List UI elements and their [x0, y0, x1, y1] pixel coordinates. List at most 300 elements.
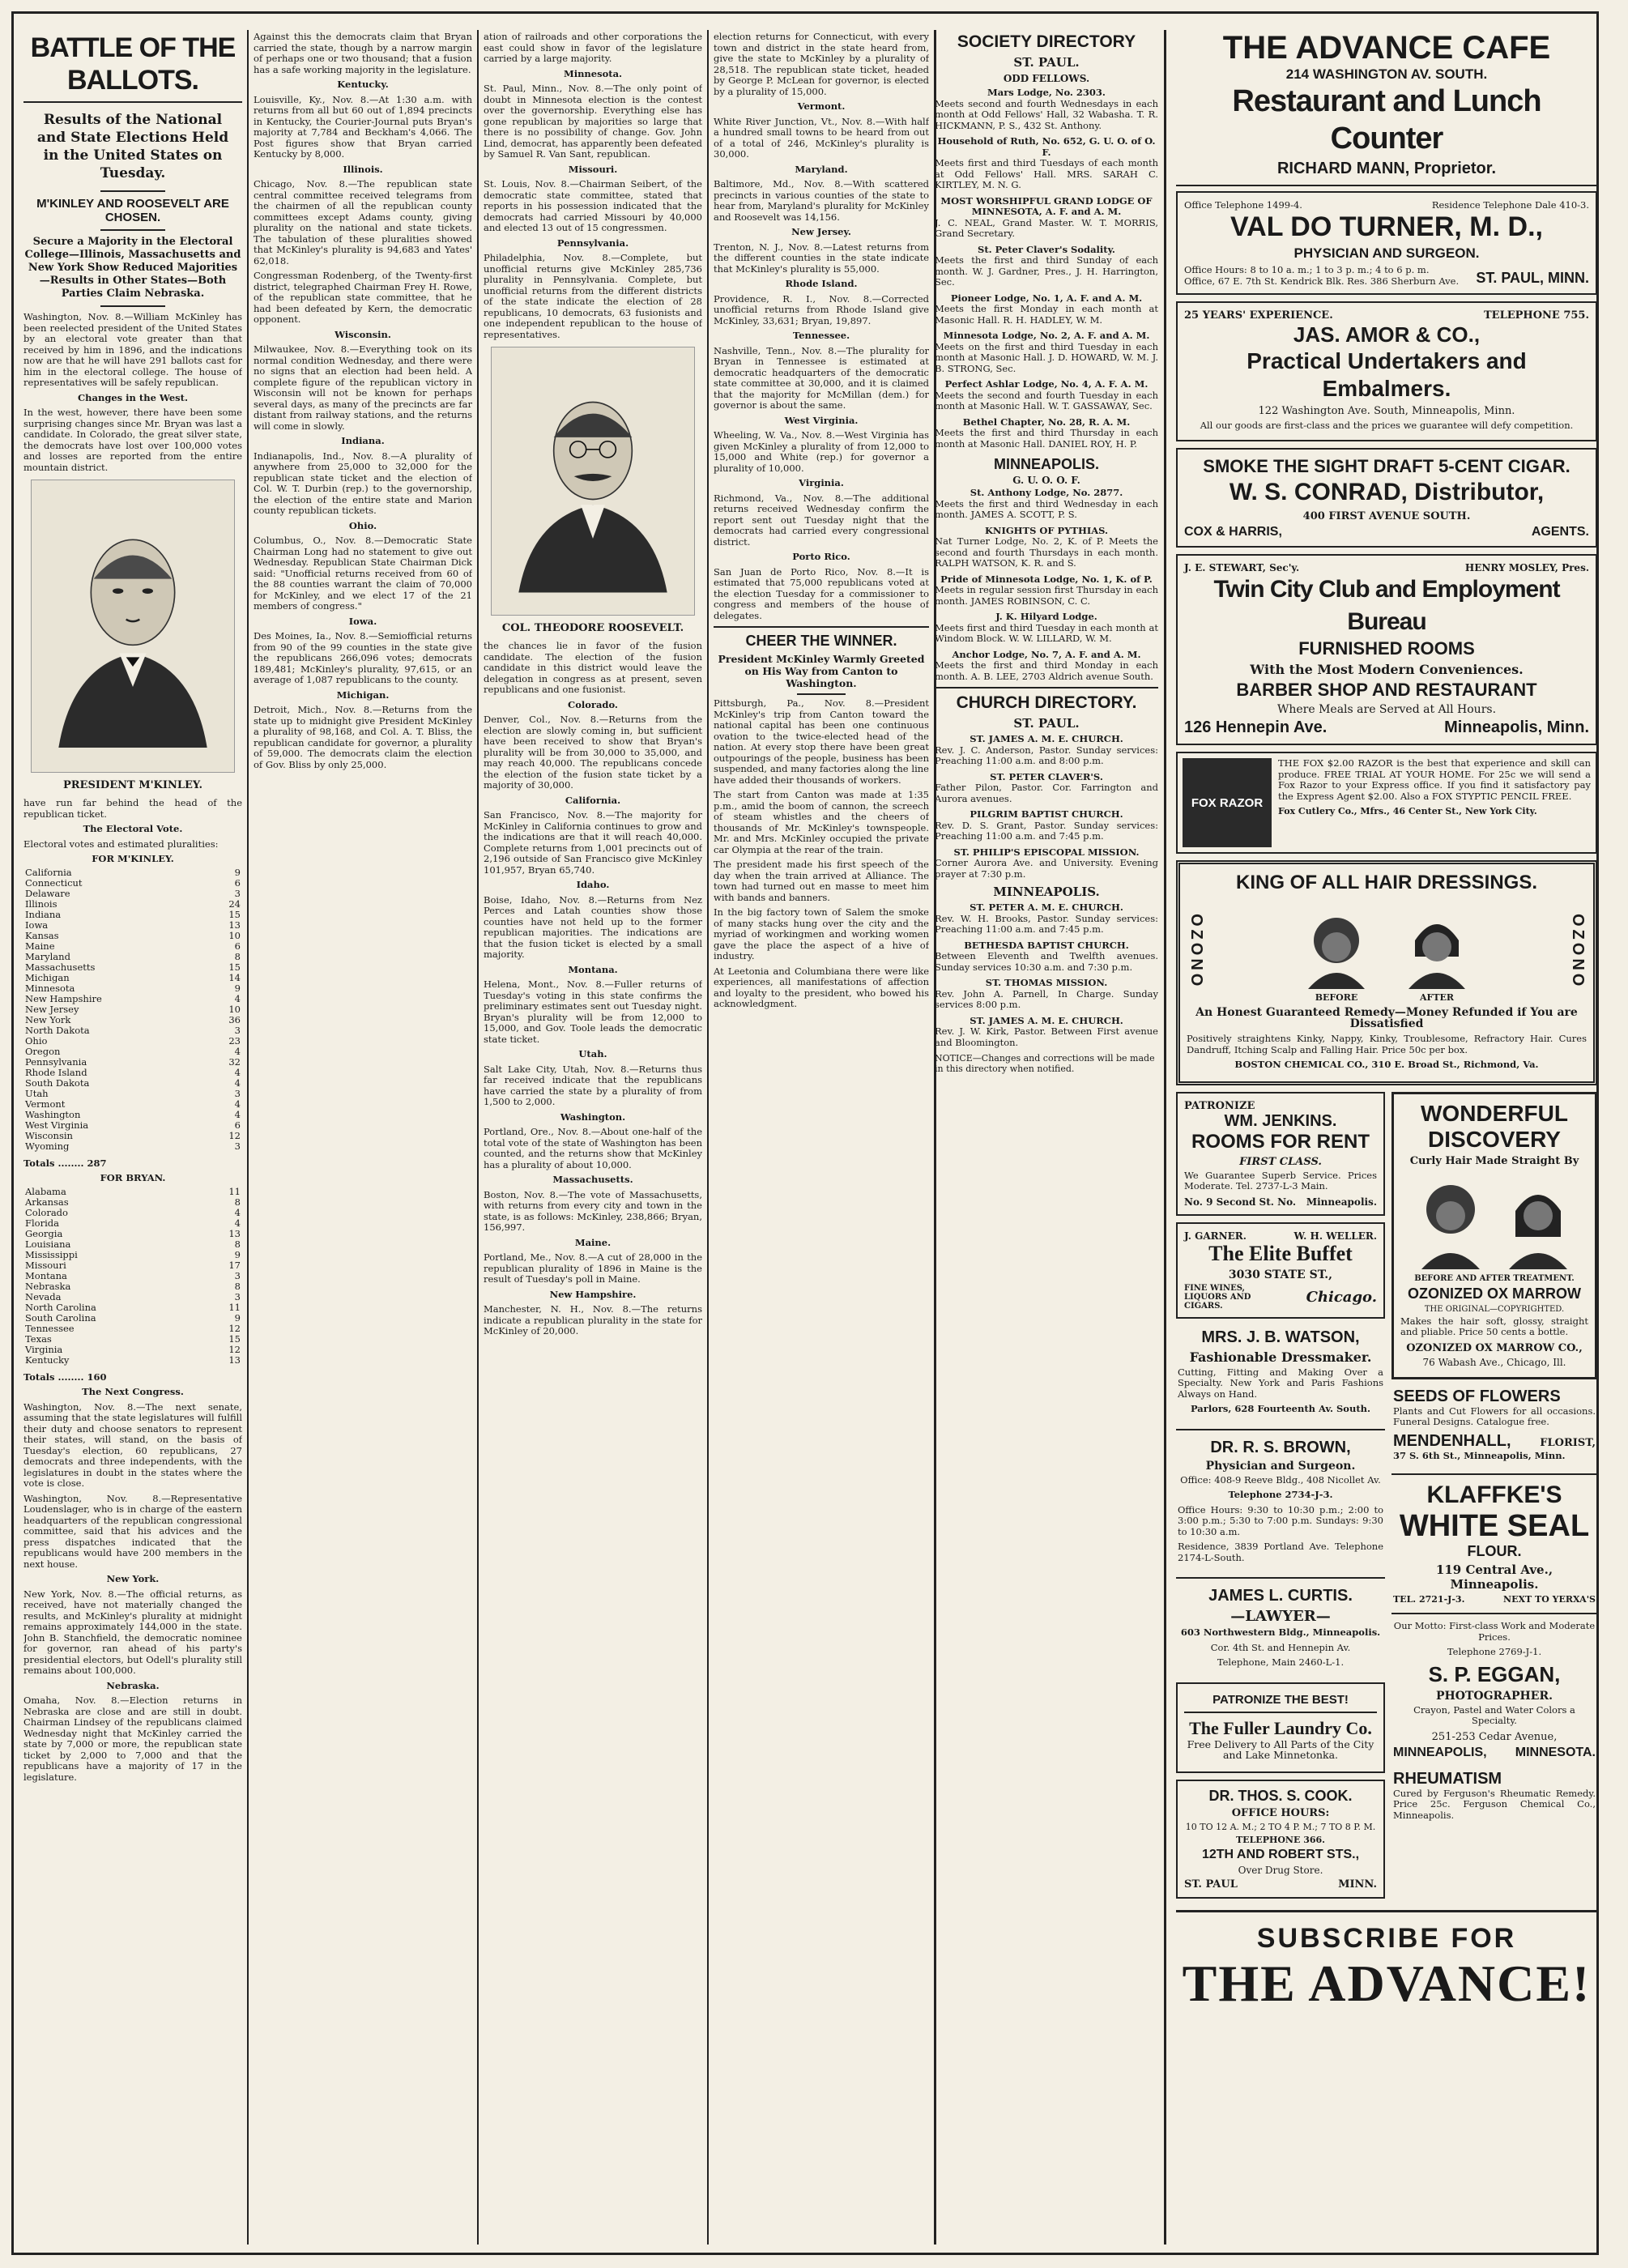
state-name: Kentucky — [25, 1354, 70, 1366]
lodge-name: J. K. Hilyard Lodge. — [995, 611, 1097, 622]
ad-office: Office: 408-9 Reeve Bldg., 408 Nicollet Av. — [1180, 1473, 1381, 1486]
lodge-entry — [935, 245, 1158, 288]
state-name: Oregon — [25, 1045, 61, 1057]
electoral-votes: 4 — [234, 1098, 241, 1110]
electoral-votes: 11 — [228, 1185, 241, 1197]
article-paragraph: St. Louis, Nov. 8.—Chairman Seibert, of the democratic state committee, stated that reports in his possession indicated that the democrats had carried Missouri by 40,000 and elected 13 out of 15 congressmen. — [484, 178, 702, 233]
before-portrait-icon — [1292, 900, 1381, 989]
electoral-votes: 3 — [234, 1024, 241, 1036]
section-heading: Maryland. — [795, 163, 848, 175]
ad-tagline: An Honest Guaranteed Remedy—Money Refunded if You are Dissatisfied — [1195, 1006, 1578, 1030]
electoral-votes: 9 — [234, 1311, 241, 1324]
table-row — [23, 1292, 242, 1302]
section-heading: Indiana. — [341, 435, 385, 446]
ad-headline: SEEDS OF FLOWERS — [1393, 1387, 1561, 1405]
table-row — [23, 1250, 242, 1260]
church-text: Rev. John A. Parnell, In Charge. Sunday services 8:00 p.m. — [935, 987, 1158, 1010]
table-row — [23, 952, 242, 962]
electoral-votes: 6 — [234, 876, 241, 889]
lodge-name: Anchor Lodge, No. 7, A. F. and A. M. — [952, 648, 1141, 660]
ad-headline: ROOMS FOR RENT — [1191, 1130, 1370, 1153]
table-row — [23, 931, 242, 941]
article-paragraph: Denver, Col., Nov. 8.—Returns from the election are slowly coming in, but sufficient have been received to show that Bryan's plurality will be from 30,000 to 35,000, and may reach 40,000. The republicans concede the election of the fusion state ticket by a majority of 30,000. — [484, 714, 702, 791]
article-paragraph: Washington, Nov. 8.—Representative Loudenslager, who is in charge of the eastern headquarters of the republican congressional committee, said that his advices and the press dispatches indicated that the republicans would have 200 members in the next house. — [23, 1492, 242, 1570]
article-paragraph: Detroit, Mich., Nov. 8.—Returns from the state up to midnight give President McKinley a plurality of 98,168, and Col. A. T. Bliss, the republican candidate for governor, a plurality of 59,000. The democrats claim the election of Gov. Bliss by only 25,000. — [254, 704, 472, 770]
table-row — [23, 1099, 242, 1110]
lodge-entry — [935, 488, 1158, 521]
directory-section: ODD FELLOWS. — [1003, 73, 1090, 84]
church-name: PILGRIM BAPTIST CHURCH. — [970, 808, 1123, 820]
ad-address: No. 9 Second St. No. — [1184, 1196, 1297, 1208]
divider — [1176, 185, 1597, 186]
portrait-before — [1292, 900, 1381, 1003]
ad-role: PHOTOGRAPHER. — [1436, 1689, 1553, 1703]
table-row — [23, 1047, 242, 1057]
church-name: ST. PETER A. M. E. CHURCH. — [970, 902, 1123, 913]
ad-text: We Guarantee Superb Service. Prices Moderate. Tel. 2737-L-3 Main. — [1184, 1169, 1377, 1192]
ad-mendenhall — [1391, 1386, 1597, 1468]
ad-headline: KING OF ALL HAIR DRESSINGS. — [1235, 872, 1538, 893]
church-name: ST. THOMAS MISSION. — [985, 977, 1108, 988]
electoral-votes: 12 — [228, 1129, 241, 1141]
directory-city: MINNEAPOLIS. — [993, 456, 1099, 472]
electoral-votes: 8 — [234, 1280, 241, 1292]
section-heading: Illinois. — [343, 163, 383, 175]
church-name: ST. JAMES A. M. E. CHURCH. — [970, 1014, 1123, 1026]
ad-phone: TEL. 2721-J-3. — [1393, 1594, 1465, 1605]
ad-dr-cook — [1176, 1780, 1385, 1899]
ad-address: Fox Cutlery Co., Mfrs., 46 Center St., New York City. — [1278, 806, 1537, 816]
label-after: AFTER — [1419, 992, 1455, 1003]
article-paragraph: Richmond, Va., Nov. 8.—The additional returns received Wednesday confirm the report sent out Tuesday night that the democrats had carried every congressional district. — [714, 492, 929, 548]
ad-city: ST. PAUL — [1184, 1878, 1238, 1891]
church-text: Rev. J. W. Kirk, Pastor. Between First avenue and Bloomington. — [935, 1025, 1158, 1048]
ad-proprietor: RICHARD MANN, Proprietor. — [1276, 160, 1496, 177]
lodge-text: Meets the first Monday in each month at Masonic Hall. R. H. HADLEY, W. M. — [935, 303, 1158, 326]
state-name: Nevada — [25, 1290, 62, 1302]
ad-address: 76 Wabash Ave., Chicago, Ill. — [1422, 1356, 1566, 1368]
table-row — [23, 962, 242, 973]
lodge-name: Household of Ruth, No. 652, G. U. O. of O. F. — [937, 135, 1156, 158]
electoral-votes: 8 — [234, 1196, 241, 1208]
section-heading: Changes in the West. — [78, 391, 188, 403]
table-row — [23, 1025, 242, 1036]
state-name: Louisiana — [25, 1238, 71, 1250]
article-paragraph: Chicago, Nov. 8.—The republican state central committee received telegrams from the chairmen of all the republican county committees except Adams county, giving plurality on the national and state tickets. The tabulation of these pluralities showed that McKinley's plurality is 94,683 and Yates' 62,018. — [254, 178, 472, 266]
table-row — [23, 1015, 242, 1025]
ads-split — [1176, 1092, 1597, 1905]
ad-residence: Residence, 3839 Portland Ave. Telephone 2174-L-South. — [1178, 1541, 1383, 1563]
ad-patronize: PATRONIZE THE BEST! — [1212, 1692, 1349, 1707]
article-paragraph: Helena, Mont., Nov. 8.—Fuller returns of Tuesday's voting in this state confirms the preliminary estimates sent out Tuesday night. Bryan's plurality will be from 12,000 to 15,000, and Gov. Toole leads the democratic state ticket. — [484, 978, 702, 1045]
divider — [100, 229, 165, 231]
ad-hours: Office Hours: 8 to 10 a. m.; 1 to 3 p. m.; 4 to 6 p. m. — [1184, 264, 1430, 275]
article-paragraph: Against this the democrats claim that Bryan carried the state, though by a narrow margin of perhaps one or two thousand; that a fusion has a safe working majority in the legislature. — [254, 32, 472, 75]
table-row — [23, 1131, 242, 1141]
razor-illustration — [1183, 758, 1272, 847]
headline-deck-3: Secure a Majority in the Electoral College—Illinois, Massachusetts and New York Show Reduced Majorities—Results in Other States—Both Parties Claim Nebraska. — [24, 236, 241, 300]
church-directory-title: CHURCH DIRECTORY. — [956, 693, 1137, 712]
electoral-votes: 4 — [234, 1108, 241, 1120]
lodge-entry — [935, 417, 1158, 450]
table-row — [23, 1089, 242, 1099]
ad-phone: Telephone, Main 2460-L-1. — [1217, 1656, 1345, 1668]
lodge-name: Pioneer Lodge, No. 1, A. F. and A. M. — [950, 292, 1143, 304]
ad-row — [1184, 199, 1589, 211]
society-church-directory — [935, 29, 1158, 1074]
ad-fuller-laundry — [1176, 1682, 1385, 1773]
table-row — [23, 1271, 242, 1281]
table-row — [23, 1281, 242, 1292]
ad-name: JAMES L. CURTIS. — [1208, 1587, 1353, 1605]
article-paragraph: Columbus, O., Nov. 8.—Democratic State Chairman Long had no statement to give out Wednesday. Republican State Chairman Dick said: "Unofficial returns received from 60 of the 88 counties warrant the claim of 70,000 for McKinley, and we elect 17 of the 21 members of congress." — [254, 535, 472, 612]
ad-address: 603 Northwestern Bldg., Minneapolis. — [1180, 1626, 1381, 1638]
portrait-after — [1392, 900, 1481, 1003]
table-row — [23, 1068, 242, 1078]
divider — [1391, 1473, 1597, 1475]
lodge-text: J. C. NEAL, Grand Master. W. T. MORRIS, Grand Secretary. — [935, 216, 1158, 239]
section-heading: California. — [565, 794, 621, 806]
state-name: Pennsylvania — [25, 1055, 87, 1068]
section-heading: Rhode Island. — [785, 278, 858, 289]
article-paragraph: New York, Nov. 8.—The official returns, as received, have not materially changed the results, and McKinley's plurality at midnight remains approximately 144,000 in the state. John B. Stanchfield, the democratic nominee for governor, ran ahead of his party's presidential electors, but Odell's plurality still remains about 100,000. — [23, 1588, 242, 1676]
electoral-votes: 15 — [228, 961, 241, 973]
section-heading: Washington. — [560, 1111, 626, 1123]
table-heading: FOR BRYAN. — [100, 1172, 166, 1183]
state-name: Indiana — [25, 908, 62, 920]
state-name: Connecticut — [25, 876, 83, 889]
article-paragraph: Milwaukee, Nov. 8.—Everything took on its normal condition Wednesday, and there were no signs that an election had been held. A complete figure of the republican victory in Wisconsin will not be known for perhaps several days, as many of the precincts are far distant from railway stations, and the returns will come in slowly. — [254, 343, 472, 432]
bryan-electoral-table — [23, 1187, 242, 1366]
ad-doctor-turner — [1176, 191, 1597, 295]
table-row — [23, 1302, 242, 1313]
article-paragraph: Boston, Nov. 8.—The vote of Massachusetts, with returns from every city and town in the state, is as follows: McKinley, 238,866; Bryan, 156,997. — [484, 1188, 702, 1233]
ad-row — [1393, 1432, 1596, 1451]
electoral-votes: 23 — [228, 1034, 241, 1047]
ads-right-column — [1391, 1092, 1597, 1905]
electoral-votes: 4 — [234, 1076, 241, 1089]
ad-city: Chicago. — [1306, 1288, 1377, 1306]
state-name: North Dakota — [25, 1024, 90, 1036]
table-row — [23, 1187, 242, 1197]
ad-owner: W. H. WELLER. — [1293, 1230, 1377, 1242]
ad-phone: Telephone 2769-J-1. — [1447, 1646, 1542, 1657]
ad-undertakers — [1176, 301, 1597, 441]
lodge-text: Meets the first and third Wednesday in each month. JAMES A. SCOTT, P. S. — [935, 497, 1158, 520]
table-row — [23, 1229, 242, 1239]
ad-hours: 10 TO 12 A. M.; 2 TO 4 P. M.; 7 TO 8 P. M. — [1185, 1821, 1376, 1832]
article-paragraph: Manchester, N. H., Nov. 8.—The returns indicate a republican plurality in the state for McKinley of 20,000. — [484, 1303, 702, 1336]
church-text: Rev. W. H. Brooks, Pastor. Sunday services: Preaching 11:00 a.m. and 7:45 p.m. — [935, 912, 1158, 935]
ad-caption: BEFORE AND AFTER TREATMENT. — [1414, 1273, 1575, 1283]
label-before: BEFORE — [1315, 992, 1358, 1003]
electoral-votes: 24 — [228, 897, 241, 910]
state-name: Minnesota — [25, 982, 75, 994]
section-heading: Tennessee. — [792, 330, 850, 341]
state-name: New York — [25, 1013, 71, 1025]
roosevelt-portrait-illustration — [492, 347, 694, 615]
electoral-votes: 6 — [234, 1119, 241, 1131]
electoral-votes: 14 — [228, 971, 241, 983]
state-name: New Jersey — [25, 1003, 79, 1015]
column-rule — [477, 30, 479, 2245]
table-row — [23, 1197, 242, 1208]
ad-office: Office, 67 E. 7th St. Kendrick Blk. Res. 386 Sherburn Ave. — [1184, 275, 1460, 287]
ad-state: MINNESOTA. — [1515, 1745, 1596, 1759]
mckinley-portrait — [31, 480, 235, 773]
electoral-votes: 11 — [228, 1301, 241, 1313]
ozono-portraits — [1292, 900, 1481, 1003]
article-paragraph: Pittsburgh, Pa., Nov. 8.—President McKinley's trip from Canton toward the national capital has been one continuous ovation to the twice-elected head of the nation. At every stop there have been great outpourings of the people, business has been suspended, and many factories along the line have added their thousands of workers. — [714, 697, 929, 786]
table-row — [23, 1324, 242, 1334]
portrait-caption: COL. THEODORE ROOSEVELT. — [501, 622, 684, 634]
divider — [1176, 1577, 1385, 1579]
ad-city: Minneapolis. — [1306, 1196, 1377, 1208]
directory-section: G. U. O. O. F. — [1012, 475, 1080, 486]
lodge-entry — [935, 330, 1158, 374]
ad-cigar — [1176, 448, 1597, 548]
article-paragraph: San Juan de Porto Rico, Nov. 8.—It is estimated that 75,000 republicans voted at the election Tuesday for a commissioner to congress and members of the house of delegates. — [714, 565, 929, 621]
ad-phone: Residence Telephone Dale 410-3. — [1431, 199, 1589, 211]
state-name: Virginia — [25, 1343, 63, 1355]
table-row — [23, 899, 242, 910]
electoral-votes: 12 — [228, 1322, 241, 1334]
ad-row — [1184, 1878, 1377, 1891]
ad-row — [1184, 562, 1589, 573]
electoral-votes: 3 — [234, 1087, 241, 1099]
ad-row — [1184, 1196, 1377, 1208]
ad-name: WM. JENKINS. — [1224, 1111, 1337, 1130]
ad-name: MRS. J. B. WATSON, — [1201, 1328, 1360, 1346]
lodge-text: Meets the first and third Sunday of each month. W. J. Gardner, Pres., J. H. Harrington, Sec. — [935, 254, 1158, 288]
section-heading: Wisconsin. — [335, 328, 391, 340]
state-name: Michigan — [25, 971, 70, 983]
electoral-votes: 10 — [228, 929, 241, 941]
ad-rheumatism — [1391, 1768, 1597, 1827]
state-name: Maryland — [25, 950, 70, 962]
table-row — [23, 1218, 242, 1229]
state-name: New Hampshire — [25, 992, 102, 1004]
article-paragraph: Nashville, Tenn., Nov. 8.—The plurality for Bryan in Tennessee is estimated at democratic headquarters of the democratic state committee at 30,000, and it is claimed that the majority for McMillan (dem.) for governor is about the same. — [714, 344, 929, 411]
divider — [935, 687, 1158, 688]
state-name: Tennessee — [25, 1322, 75, 1334]
roosevelt-portrait — [491, 347, 695, 616]
divider — [1391, 1613, 1597, 1614]
ad-headline: RHEUMATISM — [1393, 1769, 1502, 1788]
section-heading: Porto Rico. — [792, 551, 850, 562]
ad-line-rooms: FURNISHED ROOMS — [1298, 638, 1475, 659]
mckinley-portrait-illustration — [32, 480, 234, 772]
ad-text: Cured by Ferguson's Rheumatic Remedy. Price 25c. Ferguson Chemical Co., Minneapolis. — [1393, 1787, 1596, 1821]
headline-title: BATTLE OF THE BALLOTS. — [23, 32, 242, 103]
lodge-name: Pride of Minnesota Lodge, No. 1, K. of P. — [940, 573, 1153, 585]
section-heading: Montana. — [568, 963, 618, 975]
section-heading: Idaho. — [576, 879, 610, 890]
divider — [1184, 1712, 1377, 1713]
ad-president: HENRY MOSLEY, Pres. — [1464, 562, 1589, 573]
lodge-text: Meets the first and third Thursday in each month at Masonic Hall. DANIEL ROY, H. P. — [935, 427, 1158, 450]
table-row — [23, 1355, 242, 1366]
electoral-votes: 4 — [234, 1066, 241, 1078]
church-entry — [935, 809, 1158, 842]
state-name: Vermont — [25, 1098, 66, 1110]
column-rule — [247, 30, 249, 2245]
subscribe-line-2: THE ADVANCE! — [1182, 1954, 1592, 2012]
lodge-entry — [935, 612, 1158, 645]
state-name: Montana — [25, 1269, 67, 1281]
electoral-votes: 9 — [234, 982, 241, 994]
state-name: South Carolina — [25, 1311, 96, 1324]
column-2 — [254, 32, 472, 2245]
ad-brand: OZONIZED OX MARROW — [1408, 1285, 1581, 1302]
electoral-votes: 4 — [234, 1045, 241, 1057]
lodge-text: Meets second and fourth Wednesdays in each month at Odd Fellows' Hall, 32 Wabasha. T. R. HICKMANN, P. S., 432 St. Anthony. — [935, 97, 1158, 131]
table-row — [23, 878, 242, 889]
ad-firm: COX & HARRIS, — [1184, 525, 1282, 539]
state-name: Wisconsin — [25, 1129, 73, 1141]
ad-address: 12TH AND ROBERT STS., — [1201, 1847, 1360, 1861]
state-name: Maine — [25, 940, 55, 952]
portrait-caption: PRESIDENT M'KINLEY. — [62, 779, 203, 791]
electoral-votes: 8 — [234, 950, 241, 962]
section-heading: Kentucky. — [337, 79, 389, 90]
article-paragraph: Providence, R. I., Nov. 8.—Corrected unofficial returns from Rhode Island give McKinley, 33,631; Bryan, 19,897. — [714, 292, 929, 326]
ad-address: 3030 STATE ST., — [1228, 1268, 1333, 1281]
lodge-text: Meets in regular session first Thursday in each month. JAMES ROBINSON, C. C. — [935, 584, 1158, 607]
electoral-votes: 15 — [228, 908, 241, 920]
article-paragraph: Boise, Idaho, Nov. 8.—Returns from Nez Perces and Latah counties show those counties have not held up to the former republican majorities. The indications are that the fusion ticket is elected by a small majority. — [484, 893, 702, 960]
state-name: North Carolina — [25, 1301, 96, 1313]
electoral-votes: 13 — [228, 1227, 241, 1239]
article-paragraph: Philadelphia, Nov. 8.—Complete, but unofficial returns give McKinley 285,736 plurality in Pennsylvania. Complete, but unofficial returns from the different districts of the state indicate the election of 28 republicans, 10 democrats, 63 fusionists and one independent republican to the house of representatives. — [484, 252, 702, 340]
ad-corner: Cor. 4th St. and Hennepin Av. — [1210, 1641, 1351, 1653]
table-row — [23, 1141, 242, 1152]
lodge-name: Perfect Ashlar Lodge, No. 4, A. F. A. M. — [944, 378, 1149, 390]
divider — [714, 626, 929, 628]
table-row — [23, 1208, 242, 1218]
ad-name: VAL DO TURNER, M. D., — [1230, 211, 1543, 242]
ad-next: NEXT TO YERXA'S — [1503, 1594, 1596, 1605]
ad-headline: WONDERFUL DISCOVERY — [1421, 1100, 1568, 1152]
state-name: Massachusetts — [25, 961, 96, 973]
article-paragraph: White River Junction, Vt., Nov. 8.—With half a hundred small towns to be heard from out of a total of 246, McKinley's plurality is 30,000. — [714, 115, 929, 160]
table-row — [23, 1345, 242, 1355]
electoral-votes: 4 — [234, 1206, 241, 1218]
ad-row — [1184, 309, 1589, 322]
electoral-votes: 8 — [234, 1238, 241, 1250]
electoral-votes: 3 — [234, 1290, 241, 1302]
table-row — [23, 1120, 242, 1131]
electoral-votes: 9 — [234, 1248, 241, 1260]
column-rule — [1164, 30, 1166, 2245]
ad-address: 126 Hennepin Ave. — [1184, 718, 1328, 736]
table-row — [23, 941, 242, 952]
ads-left-column — [1176, 1092, 1385, 1905]
ad-line-barber: BARBER SHOP AND RESTAURANT — [1236, 680, 1537, 700]
ad-details — [1184, 264, 1459, 287]
lodge-text: Meets the second and fourth Tuesday in each month at Masonic Hall. W. T. GASSAWAY, Sec. — [935, 389, 1158, 411]
ad-watson-dressmaker — [1176, 1325, 1385, 1422]
ad-text: Plants and Cut Flowers for all occasions. Funeral Designs. Catalogue free. — [1393, 1405, 1596, 1427]
article-deck: President McKinley Warmly Greeted on His Way from Canton to Washington. — [718, 653, 925, 689]
lodge-text: Nat Turner Lodge, No. 2, K. of P. Meets the second and fourth Thursdays in each month. RALPH WATSON, K. R. and S. — [935, 535, 1158, 569]
state-name: Ohio — [25, 1034, 48, 1047]
church-text: Rev. D. S. Grant, Pastor. Sunday services: Preaching 11:00 a.m. and 7:45 p.m. — [935, 819, 1158, 842]
state-name: Wyoming — [25, 1140, 70, 1152]
divider — [100, 190, 165, 192]
electoral-votes: 10 — [228, 1003, 241, 1015]
article-paragraph: At Leetonia and Columbiana there were like experiences, all manifestations of affection and loyalty to the president, who bowed his acknowledgment. — [714, 965, 929, 1009]
ad-address: Parlors, 628 Fourteenth Av. South. — [1190, 1403, 1371, 1414]
table-row — [23, 889, 242, 899]
electoral-votes: 3 — [234, 1140, 241, 1152]
ad-jenkins-rooms — [1176, 1092, 1385, 1216]
directory-city: ST. PAUL. — [1013, 716, 1080, 731]
table-heading: FOR M'KINLEY. — [92, 853, 174, 864]
directory-city: ST. PAUL. — [1013, 55, 1080, 70]
ad-class: FIRST CLASS. — [1239, 1155, 1322, 1168]
lodge-name: St. Peter Claver's Sodality. — [978, 243, 1115, 255]
divider — [1176, 1429, 1385, 1430]
ad-name: S. P. EGGAN, — [1428, 1661, 1561, 1686]
section-heading: Virginia. — [799, 477, 844, 488]
divider — [1176, 1910, 1597, 1912]
state-name: Missouri — [25, 1259, 66, 1271]
table-row — [23, 1110, 242, 1120]
ad-hours: Office Hours: 9:30 to 10:30 p.m.; 2:00 to 3:00 p.m.; 5:30 to 7:00 p.m. Sundays: 9:30 to 10:30 a.m. — [1178, 1503, 1383, 1537]
ad-company: BOSTON CHEMICAL CO., 310 E. Broad St., Richmond, Va. — [1234, 1059, 1539, 1070]
ad-dr-brown — [1176, 1435, 1385, 1571]
ad-row — [1393, 1746, 1596, 1760]
state-name: West Virginia — [25, 1119, 89, 1131]
electoral-votes: 9 — [234, 866, 241, 878]
ad-name: MENDENHALL, — [1393, 1431, 1511, 1450]
subscribe-banner — [1176, 1917, 1597, 2018]
ad-headline: Practical Undertakers and Embalmers. — [1247, 348, 1527, 401]
article-paragraph: Salt Lake City, Utah, Nov. 8.—Returns thus far received indicate that the republicans have carried the state by a plurality of from 1,500 to 2,000. — [484, 1063, 702, 1107]
ad-agents: AGENTS. — [1531, 525, 1589, 539]
ad-name: JAS. AMOR & CO., — [1293, 322, 1481, 347]
column-4 — [714, 32, 929, 2245]
electoral-votes: 13 — [228, 1354, 241, 1366]
article-paragraph: election returns for Connecticut, with every town and district in the state heard from, give the state to McKinley by a plurality of 28,518. The republican state ticket, headed by George P. McLean for governor, is elected by a plurality of 15,000. — [714, 32, 929, 97]
section-heading: Massachusetts. — [552, 1174, 633, 1185]
after-portrait-icon — [1392, 900, 1481, 989]
article-paragraph: Congressman Rodenberg, of the Twenty-first district, telegraphed Chairman Frey H. Rowe, of the republican state committee, that he had been defeated by Kern, the democratic opponent. — [254, 270, 472, 325]
lodge-name: MOST WORSHIPFUL GRAND LODGE OF MINNESOTA, A. F. and A. M. — [940, 194, 1153, 217]
directory-title: SOCIETY DIRECTORY — [957, 32, 1136, 51]
lodge-entry — [935, 650, 1158, 683]
ad-eggan-photographer — [1391, 1619, 1597, 1762]
article-paragraph: St. Paul, Minn., Nov. 8.—The only point of doubt in Minnesota election is the contest over the governorship. Everything else has gone republican by majorities so large that there is no possibility of change. Gov. John Lind, democrat, has apparently been defeated by Samuel R. Van Sant, republican. — [484, 83, 702, 160]
ads-column — [1176, 29, 1597, 2249]
ad-name: DR. R. S. BROWN, — [1210, 1438, 1351, 1456]
ad-fox-razor — [1176, 752, 1597, 854]
electoral-votes: 17 — [228, 1259, 241, 1271]
lodge-text: Meets first and third Tuesday in each month at Windom Block. W. W. LILLARD, W. M. — [935, 621, 1158, 644]
article-paragraph: The start from Canton was made at 1:35 p.m., amid the boom of cannon, the screech of steam whistles and the cheers of thousands of Mr. McKinley's townspeople. Mr. and Mrs. McKinley occupied the private car Olympia at the rear of the train. — [714, 789, 929, 855]
ad-text: Cutting, Fitting and Making Over a Specialty. New York and Paris Fashions Always on Hand. — [1178, 1366, 1383, 1400]
section-heading: Ohio. — [348, 519, 377, 531]
ad-address: 119 Central Ave., Minneapolis. — [1435, 1562, 1553, 1592]
lodge-entry — [935, 379, 1158, 412]
lodge-name: Bethel Chapter, No. 28, R. A. M. — [962, 416, 1131, 428]
brand-vertical: OZONO — [1569, 913, 1587, 990]
ad-address: 251-253 Cedar Avenue, — [1431, 1730, 1558, 1743]
state-name: Kansas — [25, 929, 59, 941]
ad-hours-title: OFFICE HOURS: — [1231, 1806, 1330, 1819]
ad-headline: Restaurant and Lunch Counter — [1232, 84, 1541, 156]
